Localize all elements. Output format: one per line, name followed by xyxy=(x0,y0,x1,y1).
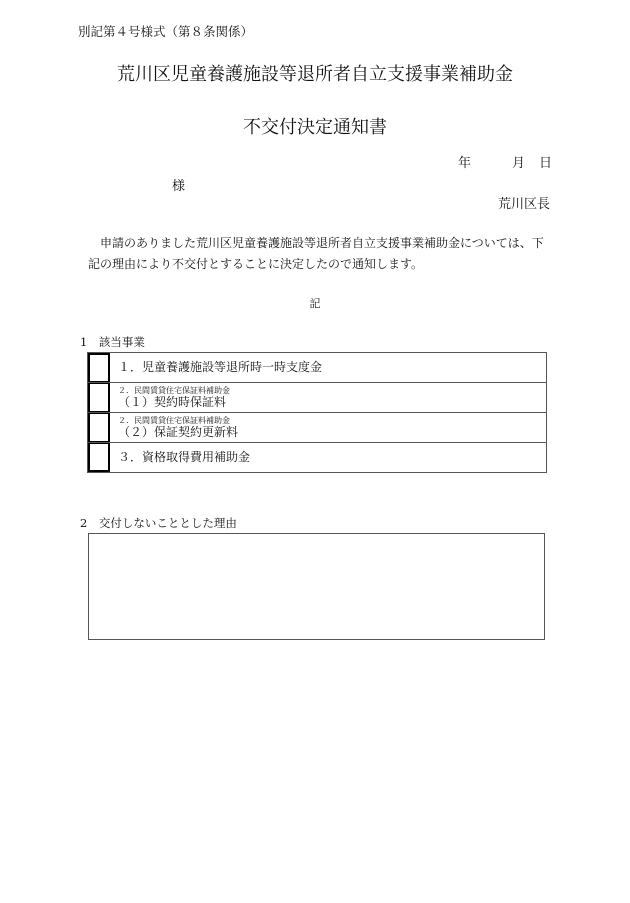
table-row xyxy=(88,442,546,472)
program-category: ２．民間賃貸住宅保証料補助金 xyxy=(118,416,230,425)
section1-heading: 1 該当事業 xyxy=(80,335,145,349)
form-number: 別記第４号様式（第８条関係） xyxy=(78,24,254,39)
ki-label: 記 xyxy=(309,297,321,310)
program-table xyxy=(87,352,547,473)
program-label: （２）保証契約更新料 xyxy=(118,425,239,439)
program-category: ２．民間賃貸住宅保証料補助金 xyxy=(118,386,230,395)
program-label: ３．資格取得費用補助金 xyxy=(118,450,251,464)
reason-box[interactable] xyxy=(88,533,545,640)
addressee-suffix: 様 xyxy=(172,179,186,194)
date-year: 年 xyxy=(458,156,472,171)
date-month: 月 xyxy=(512,156,526,171)
issuer: 荒川区長 xyxy=(497,197,550,212)
checkbox[interactable] xyxy=(88,383,110,412)
body-text: 申請のありました荒川区児童養護施設等退所者自立支援事業補助金については、下記の理由により不交付とすることに決定したので通知します。 xyxy=(88,236,544,271)
program-label: １．児童養護施設等退所時一時支度金 xyxy=(118,360,323,374)
document-title: 荒川区児童養護施設等退所者自立支援事業補助金 xyxy=(117,64,513,85)
table-row xyxy=(88,382,546,412)
table-row xyxy=(88,412,546,442)
table-row xyxy=(88,353,546,382)
section2-heading: 2 交付しないこととした理由 xyxy=(80,516,237,530)
checkbox[interactable] xyxy=(88,413,110,442)
program-label: （１）契約時保証料 xyxy=(118,395,227,409)
document-subtitle: 不交付決定通知書 xyxy=(243,117,387,138)
checkbox[interactable] xyxy=(88,443,110,472)
checkbox[interactable] xyxy=(88,353,110,382)
date-day: 日 xyxy=(539,156,553,171)
